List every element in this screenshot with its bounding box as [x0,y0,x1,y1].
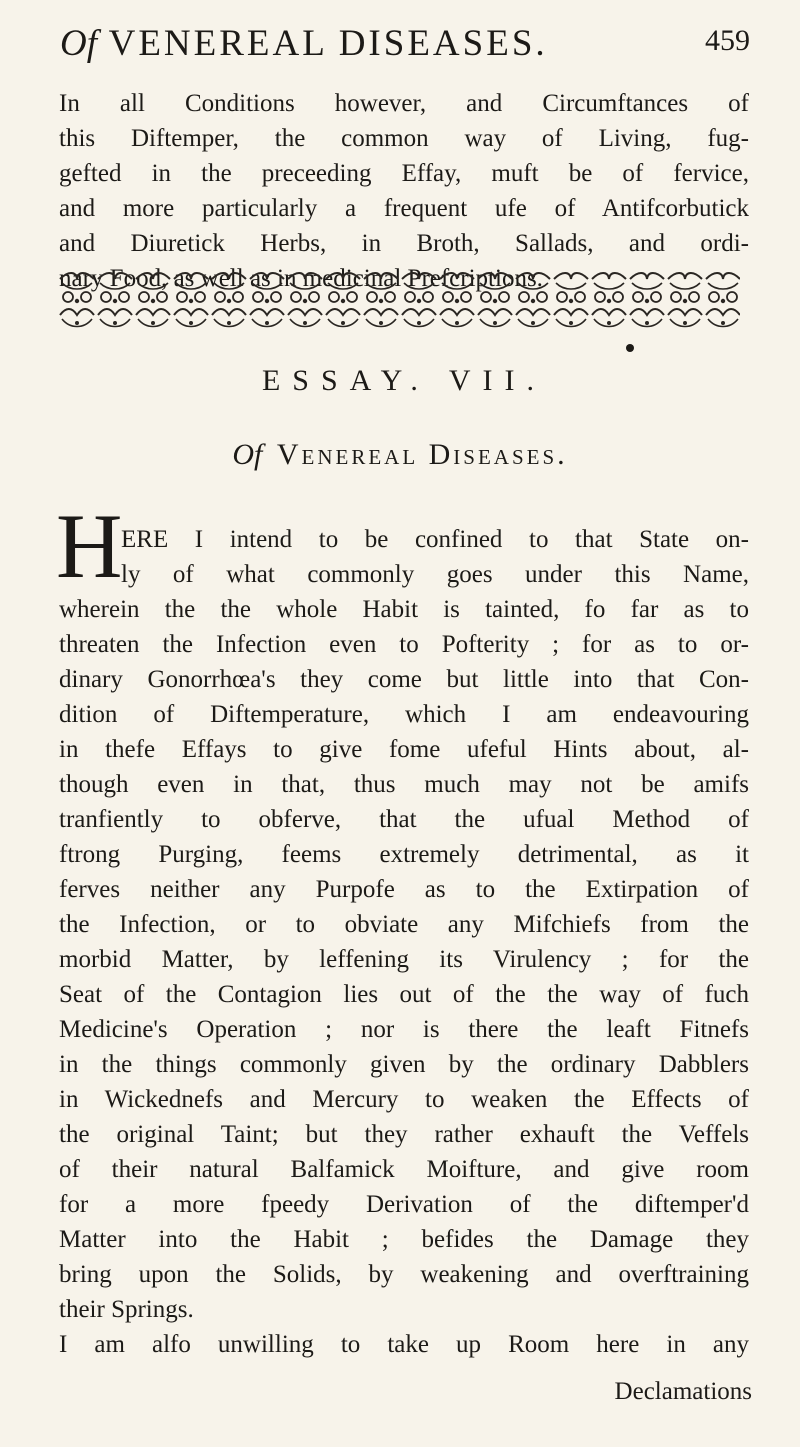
running-head-of: Of [60,23,97,64]
text-line: for a more fpeedy Derivation of the diftemper'd [59,1191,749,1218]
section-heading [0,438,800,472]
text-line: ly of what commonly goes under this Name, [121,561,749,588]
text-line: Medicine's Operation ; nor is there the leaft Fitnefs [59,1016,749,1043]
text-line: gefted in the preceeding Effay, muft be of fervice, [59,160,749,187]
section-heading-of: Of [232,438,263,471]
text-line: threaten the Infection even to Pofterity ; for as to or- [59,631,749,658]
text-line: though even in that, thus much may not be amifs [59,771,749,798]
previous-essay-conclusion [59,86,749,296]
text-line: morbid Matter, by leffening its Virulency ; for the [59,946,749,973]
text-line: in thefe Effays to give fome ufeful Hints about, al- [59,736,749,763]
text-line: in the things commonly given by the ordinary Dabblers [59,1051,749,1078]
text-line: ftrong Purging, feems extremely detrimental, as it [59,841,749,868]
ornament-dot [626,344,634,352]
drop-cap: H [56,495,123,597]
essay-heading: ESSAY. VII. [261,364,546,397]
page-number: 459 [705,24,750,57]
text-line: of their natural Balfamick Moifture, and give room [59,1156,749,1183]
text-line: and Diuretick Herbs, in Broth, Sallads, and ordi- [59,230,749,257]
section-heading-title: Venereal Diseases. [276,438,568,471]
text-line: in Wickednefs and Mercury to weaken the Effects of [59,1086,749,1113]
text-line: dition of Diftemperature, which I am endeavouring [59,701,749,728]
text-line: In all Conditions however, and Circumftances of [59,90,749,117]
ornamental-border [58,269,740,333]
text-line: their Springs. [59,1296,194,1323]
text-line: the original Taint; but they rather exhauft the Veffels [59,1121,749,1148]
text-line: wherein the the whole Habit is tainted, fo far as to [59,596,749,623]
text-line: this Diftemper, the common way of Living, fug- [59,125,749,152]
text-line: the Infection, or to obviate any Mifchiefs from the [59,911,749,938]
text-line: tranfiently to obferve, that the ufual Method of [59,806,749,833]
running-head [60,22,750,65]
text-line: I am alfo unwilling to take up Room here in any [59,1331,749,1358]
text-line: dinary Gonorrhœa's they come but little into that Con- [59,666,749,693]
text-line: and more particularly a frequent ufe of Antifcorbutick [59,195,749,222]
running-head-title: VENEREAL DISEASES. [108,23,548,64]
catchword: Declamations [614,1378,752,1405]
text-line: Matter into the Habit ; befides the Damage they [59,1226,749,1253]
text-line: Seat of the Contagion lies out of the the way of fuch [59,981,749,1008]
text-line: ERE I intend to be confined to that State on- [121,526,749,553]
text-line: bring upon the Solids, by weakening and overftraining [59,1261,749,1288]
essay-body [59,522,749,1362]
text-line: ferves neither any Purpofe as to the Extirpation of [59,876,749,903]
